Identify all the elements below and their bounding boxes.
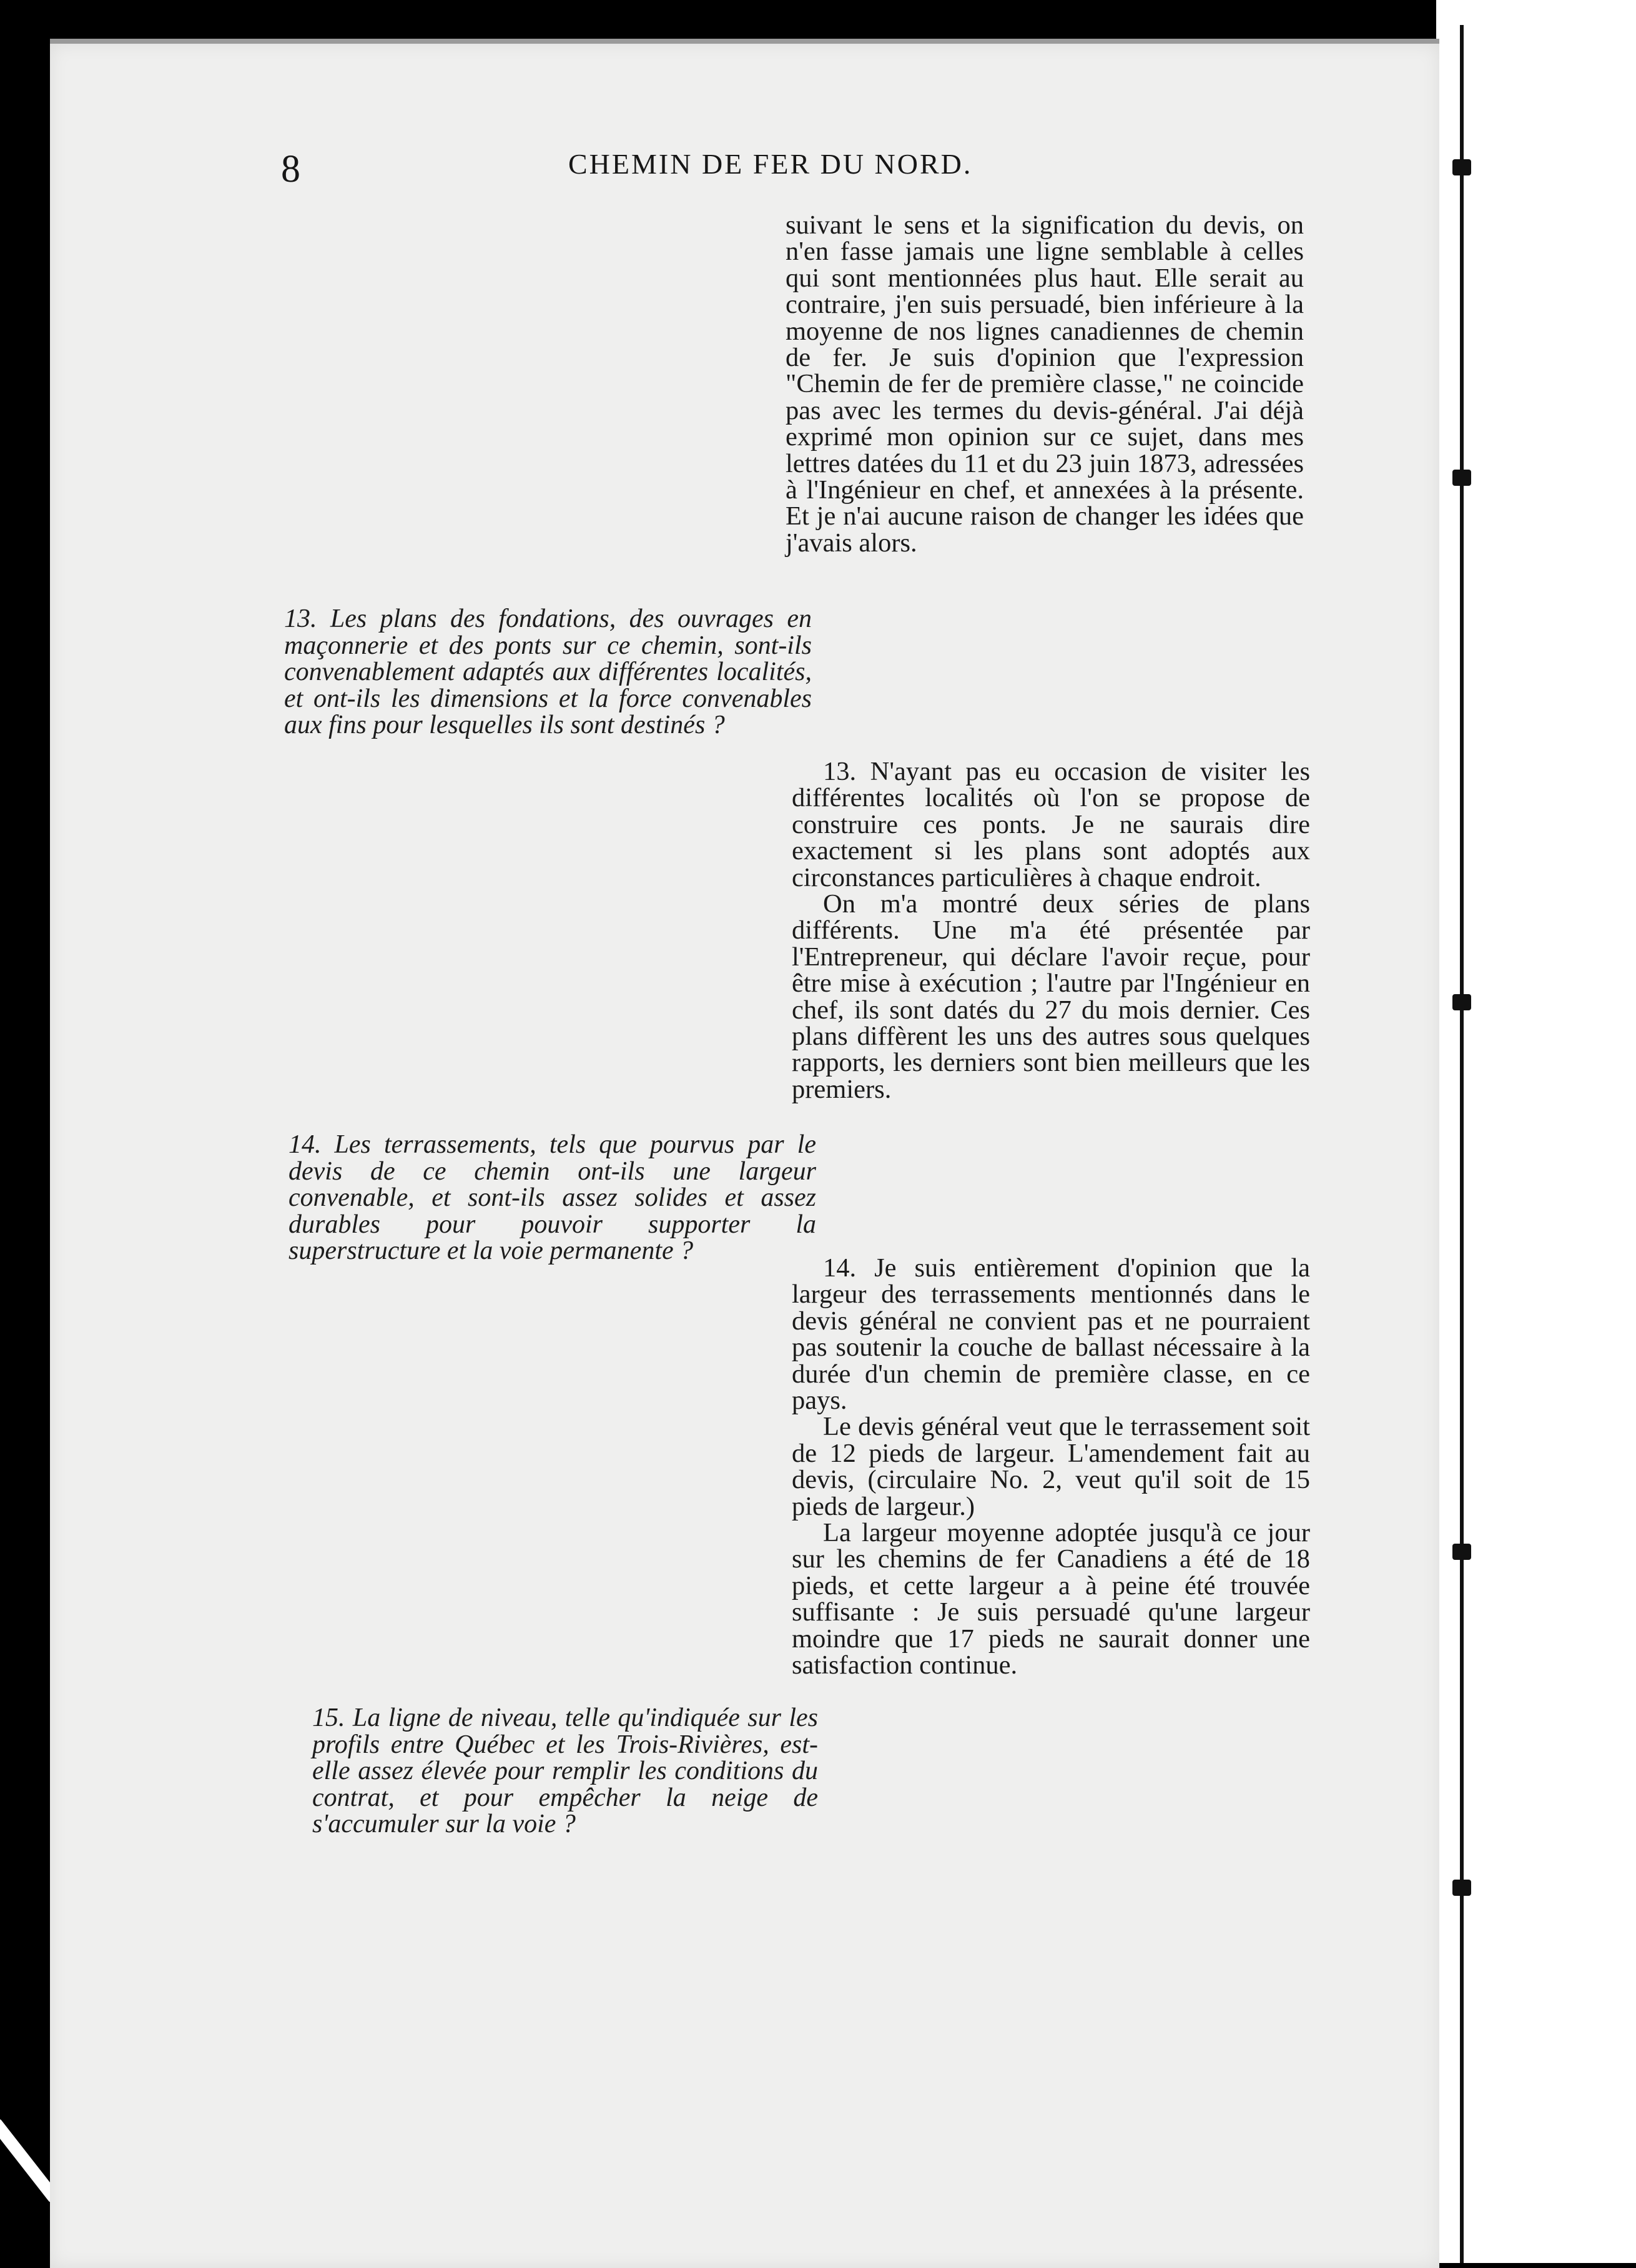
- answer-14: [792, 1255, 1310, 1679]
- answer-paragraph: suivant le sens et la signification du devis, on n'en fasse jamais une ligne semblable à celles qui sont mentionnées plus haut. Elle serait au contraire, j'en suis persuadé, bien inférieure à la moyenne de nos lignes canadiennes de chemin de fer. Je suis d'opinion que l'expression "Chemin de fer de première classe," ne coincide pas avec les termes du devis-général. J'ai déjà exprimé mon opinion sur ce sujet, dans mes lettres datées du 11 et du 23 juin 1873, adressées à l'Ingénieur en chef, et annexées à la présente. Et je n'ai aucune raison de changer les idées que j'avais alors.: [786, 210, 1304, 558]
- answer-12-continued: [786, 212, 1304, 556]
- binding-margin: [1436, 0, 1636, 2263]
- answer-13: [792, 759, 1310, 1103]
- answer-paragraph: La largeur moyenne adoptée jusqu'à ce jour sur les chemins de fer Canadiens a été de 18 pieds, et cette largeur a à peine été trouvée suffisante : Je suis persuadé qu'une largeur moindre que 17 pieds ne saurait donner une satisfaction continue.: [792, 1518, 1310, 1680]
- page-number: 8: [281, 148, 302, 190]
- binding-stitch: [1452, 1544, 1471, 1560]
- question-14: 14. Les terrassements, tels que pourvus par le devis de ce chemin ont-ils une largeur convenable, et sont-ils assez solides et assez durables pour pouvoir supporter la superstructure et la voie permanente ?: [288, 1130, 816, 1265]
- binding-stitch: [1452, 994, 1471, 1010]
- answer-paragraph: On m'a montré deux séries de plans différents. Une m'a été présentée par l'Entrepreneur, qui déclare l'avoir reçue, pour être mise à exécution ; l'autre par l'Ingénieur en chef, ils sont datés du 27 du mois dernier. Ces plans diffèrent les uns des autres sous quelques rapports, les derniers sont bien meilleurs que les premiers.: [792, 889, 1310, 1104]
- answer-paragraph: Le devis général veut que le terrassement soit de 12 pieds de largeur. L'amendement fait au devis, (circulaire No. 2, veut qu'il soit de 15 pieds de largeur.): [792, 1412, 1310, 1521]
- answer-paragraph: 14. Je suis entièrement d'opinion que la largeur des terrassements mentionnés dans le devis général ne convient pas et ne pourraient pas soutenir la couche de ballast nécessaire à la durée d'un chemin de première classe, en ce pays.: [792, 1253, 1310, 1416]
- answer-paragraph: 13. N'ayant pas eu occasion de visiter les différentes localités où l'on se propose de construire ces ponts. Je ne saurais dire exactement si les plans sont adoptés aux circonstances particulières à chaque endroit.: [792, 757, 1310, 892]
- running-title: CHEMIN DE FER DU NORD.: [568, 148, 973, 180]
- binding-stitch: [1452, 470, 1471, 486]
- binding-stitch: [1452, 1880, 1471, 1896]
- question-15: 15. La ligne de niveau, telle qu'indiquée sur les profils entre Québec et les Trois-Rivières, est-elle assez élevée pour remplir les conditions du contrat, et pour empêcher la neige de s'accumuler sur la voie ?: [312, 1703, 818, 1838]
- question-13: 13. Les plans des fondations, des ouvrages en maçonnerie et des ponts sur ce chemin, sont-ils convenablement adaptés aux différentes localités, et ont-ils les dimensions et la force convenables aux fins pour lesquelles ils sont destinés ?: [284, 604, 812, 739]
- binding-stitch: [1452, 159, 1471, 175]
- binding-thread: [1460, 25, 1464, 2263]
